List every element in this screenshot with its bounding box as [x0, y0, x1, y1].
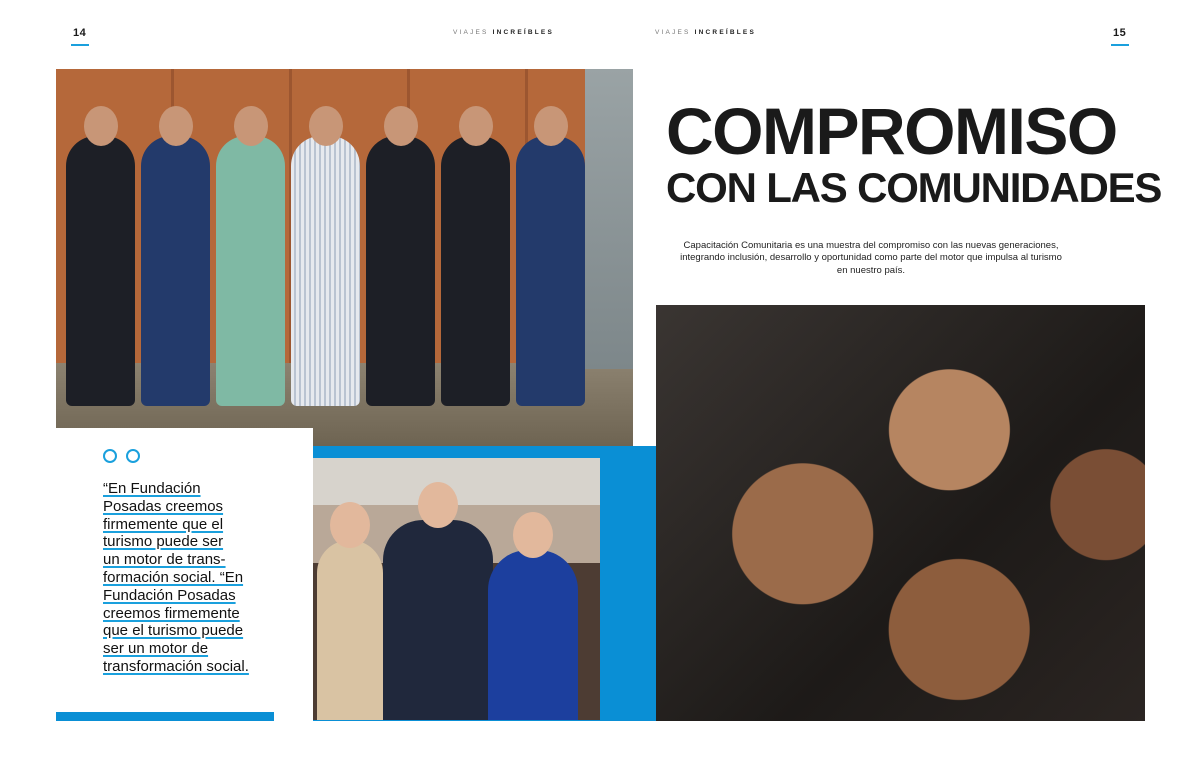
quote-line: creemos firmemente [103, 604, 240, 622]
page-number-right: 15 [1113, 27, 1127, 39]
quote-mark-icon [103, 449, 140, 463]
circle-icon [126, 449, 140, 463]
quote-line: ser un motor de [103, 640, 209, 658]
article-title [666, 96, 1161, 210]
quote-line: turismo puede ser [103, 533, 224, 551]
photo-person [366, 136, 435, 406]
quote-line: Posadas creemos [103, 497, 224, 515]
photo-person [66, 136, 135, 406]
quote-line: un motor de trans- [103, 551, 226, 569]
article-intro: Capacitación Comunitaria es una muestra del compromiso con las nuevas generaciones, integrando inclusión, desarrollo y oportunidad como parte del motor que impulsa al turismo en nuestro país. [680, 240, 1062, 276]
photo-wall-panel [585, 69, 633, 369]
pull-quote-text [103, 480, 283, 676]
photo-person [141, 136, 210, 406]
quote-line: formación social. “En [103, 568, 244, 586]
gala-event-photo [313, 458, 600, 720]
photo-person [488, 550, 578, 720]
accent-stripe [56, 712, 274, 721]
photo-person [383, 520, 493, 720]
photo-person [516, 136, 585, 406]
team-group-photo [56, 69, 633, 446]
running-head-prefix: VIAJES [655, 29, 691, 36]
title-line-2: CON LAS COMUNIDADES [666, 164, 1162, 211]
quote-line: firmemente que el [103, 515, 224, 533]
running-head-right [655, 29, 756, 36]
photo-person [216, 136, 285, 406]
running-head-emphasis: INCREÍBLES [694, 29, 756, 36]
quote-line: “En Fundación [103, 480, 201, 497]
photo-people-group [66, 136, 585, 406]
circle-icon [103, 449, 117, 463]
running-head-left [453, 29, 554, 36]
title-line-1: COMPROMISO [666, 94, 1117, 168]
photo-person [291, 136, 360, 406]
running-head-prefix: VIAJES [453, 29, 489, 36]
photo-person [317, 540, 383, 720]
pull-quote-card [56, 428, 313, 712]
quote-line: transformación social. [103, 657, 249, 675]
page-number-left: 14 [73, 27, 87, 39]
running-head-emphasis: INCREÍBLES [492, 29, 554, 36]
photo-person [441, 136, 510, 406]
quote-line: Fundación Posadas [103, 586, 236, 604]
children-smiling-photo [656, 305, 1145, 721]
quote-line: que el turismo puede [103, 622, 244, 640]
